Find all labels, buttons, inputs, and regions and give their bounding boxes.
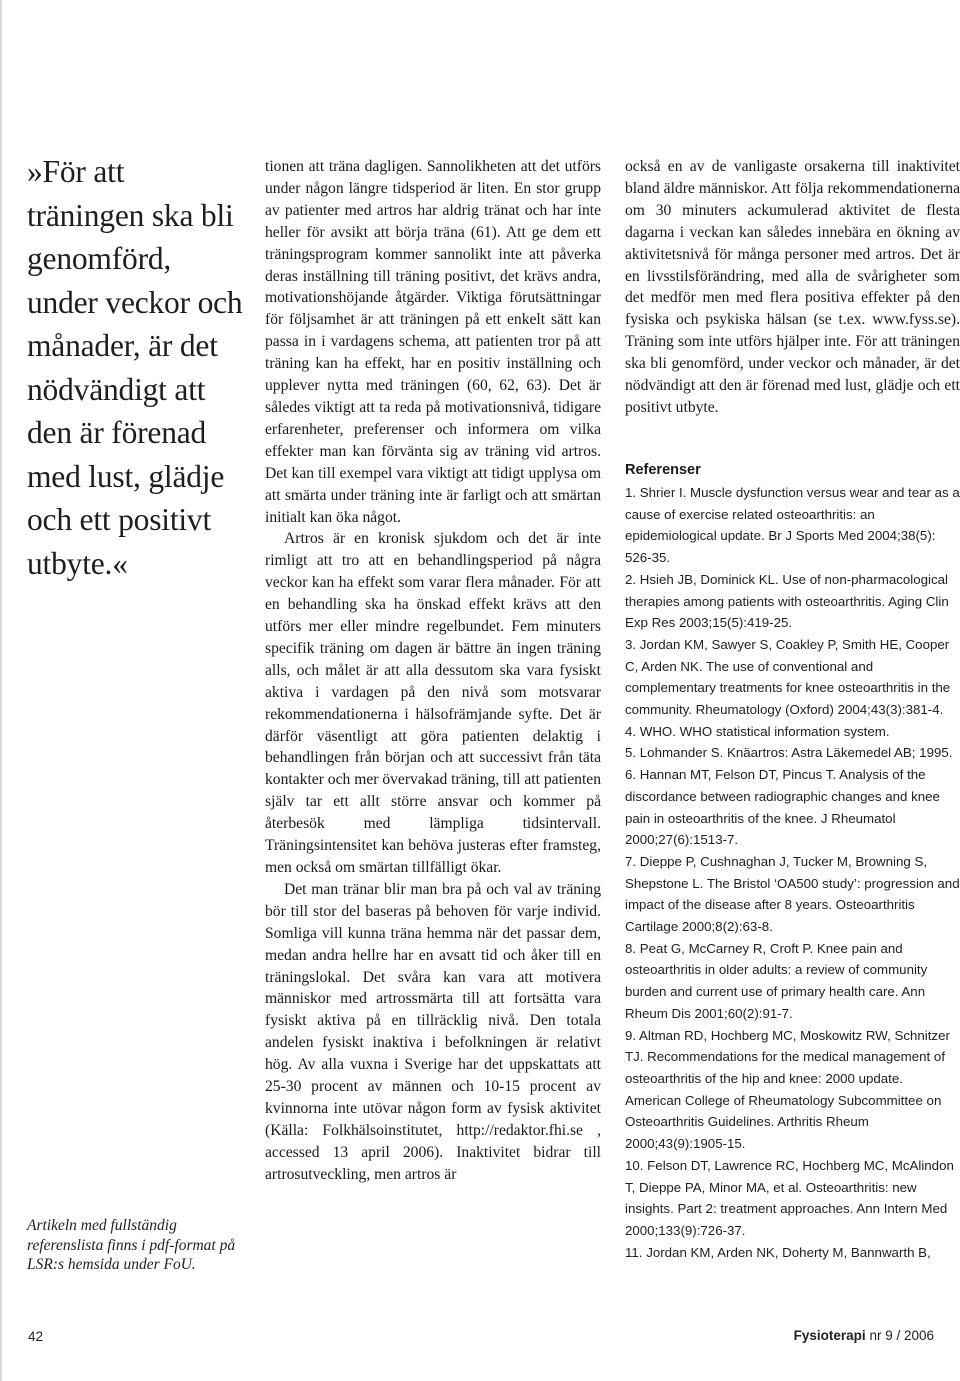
reference-item: 11. Jordan KM, Arden NK, Doherty M, Bannwarth B, [625,1244,931,1260]
body-paragraph: också en av de vanligaste orsakerna till inaktivitet bland äldre människor. Att följa rekommendationerna om 30 minuters ackumulerad aktivitet de flesta dagarna i veckan kan således innebära en ökning av aktivitetsnivå för många personer med artros. Det är en livsstilsförändring, med alla de svårigheter som det medför men med flera positiva effekter på den fysiska och psykiska hälsan (se t.ex. www.fyss.se). Träning som inte utförs hjälper inte. För att träningen ska bli genomförd, under veckor och månader, är det nödvändigt att den är förenad med lust, glädje och ett positivt utbyte. [625,158,960,416]
reference-item: 6. Hannan MT, Felson DT, Pincus T. Analysis of the discordance between radiographic changes and knee pain in osteoarthritis of the knee. J Rheumatol 2000;27(6):1513-7. [625,767,940,848]
page-number: 42 [28,1329,44,1344]
reference-item: 1. Shrier I. Muscle dysfunction versus wear and tear as a cause of exercise related osteoarthritis: an epidemiological update. Br J Sports Med 2004;38(5): 526-35. [625,485,960,566]
reference-note: Artikeln med fullständig referenslista finns i pdf-format på LSR:s hemsida under FoU. [27,1217,236,1273]
reference-item: 9. Altman RD, Hochberg MC, Moskowitz RW, Schnitzer TJ. Recommendations for the medical management of osteoarthritis of the hip and knee: 2000 update. American College of Rheumatology Subcommittee on Osteoarthritis Guidelines. Arthritis Rheum 2000;43(9):1905-15. [625,1027,950,1152]
reference-item: 2. Hsieh JB, Dominick KL. Use of non-pharmacological therapies among patients with osteoarthritis. Aging Clin Exp Res 2003;15(5):419-25. [625,571,949,631]
reference-item: 7. Dieppe P, Cushnaghan J, Tucker M, Browning S, Shepstone L. The Bristol ‘OA500 study’: progression and impact of the disease after 8 years. Osteoarthritis Cartilage 2000;8(2):63-8. [625,853,960,935]
reference-item: 5. Lohmander S. Knäartros: Astra Läkemedel AB; 1995. [625,745,953,761]
body-paragraph: Det man tränar blir man bra på och val av träning bör till stor del baseras på behoven för varje individ. Somliga vill kunna träna hemma när det passar dem, medan andra hellre har en avsatt tid och åker till en träningslokal. Det svåra kan vara att motivera människor med artrossmärta till att fortsätta vara fysiskt aktiva på en tillräcklig nivå. Den totala andelen fysiskt inaktiva i befolkningen är relativt hög. Av alla vuxna i Sverige har det uppskattats att 25-30 procent av männen och 10-15 procent av kvinnorna inte utövar någon form av fysisk aktivitet (Källa: Folkhälsoinstitutet, http://redaktor.fhi.se , accessed 13 april 2006). Inaktivitet bidrar till artrosutveckling, men artros är [265,880,601,1183]
reference-item: 4. WHO. WHO statistical information system. [625,723,890,739]
references-heading: Referenser [625,462,701,478]
body-column-middle [265,156,601,1186]
body-column-right [625,156,960,419]
issue-number: nr 9 / 2006 [869,1328,934,1343]
footer-publication [794,1328,934,1343]
pull-quote: »För att träningen ska bli genomförd, under veckor och månader, är det nödvändigt att den är förenad med lust, glädje och ett positivt utbyte.« [27,154,243,581]
body-paragraph: tionen att träna dagligen. Sannolikheten att det utförs under någon längre tidsperiod är liten. En stor grupp av patienter med artros har aldrig tränat och har inte heller för avsikt att börja träna (61). Att ge dem ett träningsprogram kommer sannolikt inte att påverka deras inställning till träning positivt, det krävs andra, motivationshöjande åtgärder. Viktiga förutsättningar för följsamhet är att träningen på ett enkelt sätt kan passa in i vardagens schema, att patienten tror på att träning kan ha effekt, har en positiv inställning och upplever nytta med träningen (60, 62, 63). Det är således viktigt att ta reda på motivationsnivå, tidigare erfarenheter, preferenser och informera om vilka effekter man kan förvänta sig av träning vid artros. Det kan till exempel vara viktigt att tidigt upplysa om att smärta under träning inte är farligt och att smärtan initialt kan öka något. [265,158,601,526]
body-paragraph: Artros är en kronisk sjukdom och det är inte rimligt att tro att en behandlingsperiod på några veckor kan ha effekt som varar flera månader. För att en behandling ska ha önskad effekt krävs att den utförs mer eller mindre regelbundet. Fem minuters specifik träning om dagen är bättre än ingen träning alls, och målet är att alla dessutom ska vara fysiskt aktiva i vardagen på den nivå som motsvarar rekommendationerna i hälsofrämjande syfte. Det är därför väsentligt att göra patienten delaktig i behandlingen från början och att successivt från täta kontakter och mer övervakad träning, till att patienten själv tar ett allt större ansvar och kommer på återbesök med lämpliga tidsintervall. Träningsintensitet kan behöva justeras efter framsteg, men också om smärtan tillfälligt ökar. [265,530,602,876]
reference-item: 10. Felson DT, Lawrence RC, Hochberg MC, McAlindon T, Dieppe PA, Minor MA, et al. Osteoarthritis: new insights. Part 2: treatment approaches. Ann Intern Med 2000;133(9):726-37. [625,1157,954,1238]
reference-list [625,482,960,1263]
page-edge-line [0,0,2,1381]
reference-item: 3. Jordan KM, Sawyer S, Coakley P, Smith HE, Cooper C, Arden NK. The use of conventional and complementary treatments for knee osteoarthritis in the community. Rheumatology (Oxford) 2004;43(3):381-4. [625,636,951,718]
magazine-name: Fysioterapi [793,1328,866,1343]
reference-item: 8. Peat G, McCarney R, Croft P. Knee pain and osteoarthritis in older adults: a review of community burden and current use of primary health care. Ann Rheum Dis 2001;60(2):91-7. [625,940,928,1021]
